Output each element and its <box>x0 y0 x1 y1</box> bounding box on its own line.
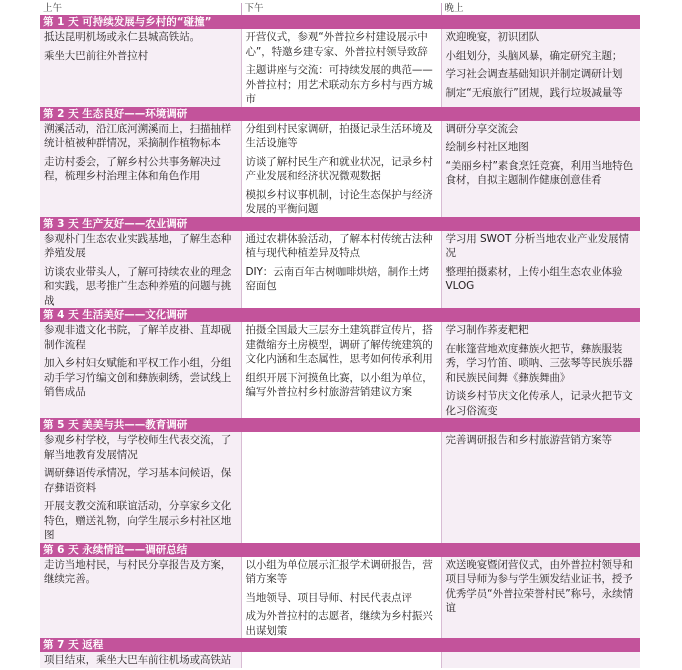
evening-cell <box>441 322 640 418</box>
header-afternoon: 下午 <box>241 3 441 15</box>
activity-item: 访谈农业带头人，了解可持续农业的理念和实践，思考推广生态种养殖的问题与挑战 <box>44 265 232 307</box>
day-activities-row <box>40 432 640 543</box>
evening-cell <box>441 231 640 309</box>
morning-cell <box>40 29 241 107</box>
morning-cell <box>40 557 241 639</box>
afternoon-cell <box>241 121 441 217</box>
activity-item: 学习社会调查基础知识并制定调研计划 <box>445 68 623 80</box>
morning-cell <box>40 322 241 418</box>
activity-item: 参观朴门生态农业实践基地，了解生态种养殖发展 <box>44 232 232 259</box>
afternoon-cell <box>241 432 441 543</box>
activity-item: DIY：云南百年古树咖啡烘焙，制作土烤窑面包 <box>245 265 430 292</box>
day-title: 第 6 天 永续情谊——调研总结 <box>40 543 640 557</box>
activity-item: 组织开展下河摸鱼比赛，以小组为单位，编写外普拉村乡村旅游营销建议方案 <box>245 371 433 398</box>
evening-cell <box>441 652 640 668</box>
day-header-row <box>40 638 640 652</box>
activity-item: 乘坐大巴前往外普拉村 <box>44 49 148 62</box>
afternoon-cell <box>241 652 441 668</box>
itinerary-table <box>40 3 640 668</box>
evening-cell <box>441 432 640 543</box>
itinerary-body <box>40 15 640 668</box>
activity-item: 小组划分，头脑风暴，确定研究主题； <box>445 49 623 62</box>
activity-item: 访谈乡村节庆文化传承人，记录火把节文化习俗流变 <box>445 390 633 417</box>
activity-item: 主题讲座与交流：可持续发展的典范——外普拉村；用艺术联动东方乡村与西方城市 <box>245 64 433 105</box>
evening-cell <box>441 121 640 217</box>
morning-cell <box>40 432 241 543</box>
day-activities-row <box>40 322 640 418</box>
activity-item: 欢送晚宴暨闭营仪式，由外普拉村领导和项目导师为参与学生颁发结业证书，授予优秀学员“外普拉荣誉村民”称号，永续情谊 <box>445 558 633 614</box>
activity-item: 学习用 SWOT 分析当地农业产业发展情况 <box>445 232 629 259</box>
day-activities-row <box>40 557 640 639</box>
activity-item: 调研彝语传承情况，学习基本问候语，保存彝语资料 <box>44 467 232 494</box>
activity-item: 欢迎晚宴，初识团队 <box>445 31 540 43</box>
activity-item: 模拟乡村议事机制，讨论生态保护与经济发展的平衡问题 <box>245 188 433 215</box>
activity-item: 开营仪式，参观“外普拉乡村建设展示中心”，特邀乡建专家、外普拉村领导致辞 <box>245 31 428 58</box>
evening-cell <box>441 557 640 639</box>
day-title: 第 5 天 美美与共——教育调研 <box>40 418 640 432</box>
activity-item: “美丽乡村”素食烹饪竞赛，利用当地特色食材，自拟主题制作健康创意佳肴 <box>445 159 633 186</box>
activity-item: 走访村委会，了解乡村公共事务解决过程，梳理乡村治理主体和角色作用 <box>44 155 221 182</box>
afternoon-cell <box>241 29 441 107</box>
activity-item: 以小组为单位展示汇报学术调研报告，营销方案等 <box>245 558 433 585</box>
activity-item: 成为外普拉村的志愿者，继续为乡村振兴出谋划策 <box>245 610 433 637</box>
activity-item: 完善调研报告和乡村旅游营销方案等 <box>445 434 612 446</box>
day-header-row <box>40 15 640 29</box>
day-header-row <box>40 418 640 432</box>
day-header-row <box>40 107 640 121</box>
activity-item: 整理拍摄素材，上传小组生态农业体验 VLOG <box>445 265 623 292</box>
activity-item: 分组到村民家调研，拍摄记录生活环境及生活设施等 <box>245 122 433 149</box>
activity-item: 溯溪活动，沿江底河溯溪而上，扫描抽样统计植被种群情况，采摘制作植物标本 <box>44 122 232 149</box>
day-header-row <box>40 308 640 322</box>
day-title: 第 4 天 生活美好——文化调研 <box>40 308 640 322</box>
activity-item: 开展支教交流和联谊活动，分享家乡文化特色，赠送礼物，向学生展示乡村社区地图 <box>44 500 232 541</box>
activity-item: 加入乡村妇女赋能和平权工作小组，分组动手学习竹编文创和彝族刺绣，尝试线上销售成品 <box>44 357 232 398</box>
day-title: 第 2 天 生态良好——环境调研 <box>40 107 640 121</box>
day-title: 第 7 天 返程 <box>40 638 640 652</box>
activity-item: 项目结束，乘坐大巴车前往机场或高铁站 <box>44 654 232 666</box>
day-activities-row <box>40 29 640 107</box>
morning-cell <box>40 652 241 668</box>
header-evening: 晚上 <box>441 3 640 15</box>
header-morning: 上午 <box>40 3 241 15</box>
activity-item: 通过农耕体验活动，了解本村传统古法种植与现代种植差异及特点 <box>245 232 433 259</box>
afternoon-cell <box>241 557 441 639</box>
activity-item: 制定“无痕旅行”团规，践行垃圾减量等 <box>445 86 623 99</box>
header-row <box>40 3 640 15</box>
activity-item: 当地领导、项目导师、村民代表点评 <box>245 591 412 604</box>
day-header-row <box>40 217 640 231</box>
morning-cell <box>40 231 241 309</box>
activity-item: 参观非遗文化书院，了解羊皮褂、苴却砚制作流程 <box>44 324 232 351</box>
activity-item: 在帐篷营地欢度彝族火把节，彝族服装秀，学习竹笛、唢呐、三弦琴等民族乐器和民族民间舞《彝族舞曲》 <box>445 342 633 384</box>
day-header-row <box>40 543 640 557</box>
morning-cell <box>40 121 241 217</box>
activity-item: 参观乡村学校，与学校师生代表交流，了解当地教育发展情况 <box>44 434 232 461</box>
activity-item: 学习制作荞麦粑粑 <box>445 324 529 336</box>
activity-item: 绘制乡村社区地图 <box>445 141 529 153</box>
evening-cell <box>441 29 640 107</box>
day-activities-row <box>40 231 640 309</box>
activity-item: 抵达昆明机场或永仁县城高铁站。 <box>44 31 200 43</box>
afternoon-cell <box>241 231 441 309</box>
day-activities-row <box>40 121 640 217</box>
day-activities-row <box>40 652 640 668</box>
day-title: 第 1 天 可持续发展与乡村的“碰撞” <box>40 15 640 29</box>
activity-item: 走访当地村民，与村民分享报告及方案，继续完善。 <box>44 558 232 585</box>
day-title: 第 3 天 生产友好——农业调研 <box>40 217 640 231</box>
activity-item: 调研分享交流会 <box>445 122 519 135</box>
activity-item: 拍摄全国最大三层夯土建筑群宣传片，搭建微缩夯土房模型，调研了解传统建筑的文化内涵和生态属性，思考如何传承利用 <box>245 324 433 365</box>
activity-item: 访谈了解村民生产和就业状况，记录乡村产业发展和经济状况微观数据 <box>245 155 433 182</box>
afternoon-cell <box>241 322 441 418</box>
